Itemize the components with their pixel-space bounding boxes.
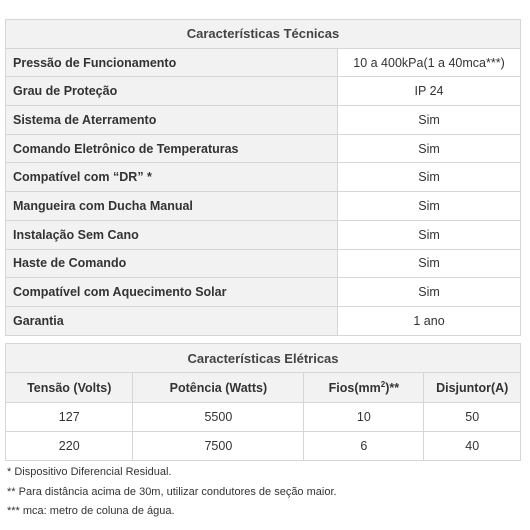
table-row (6, 432, 521, 461)
spec-value: 10 a 400kPa(1 a 40mca***) (338, 48, 521, 77)
spec-value: Sim (338, 134, 521, 163)
table-row (6, 48, 521, 77)
wires-cell: 10 (304, 403, 424, 432)
voltage-cell: 127 (6, 403, 133, 432)
electrical-specs-title: Características Elétricas (6, 344, 521, 373)
breaker-cell: 50 (424, 403, 521, 432)
spec-label: Sistema de Aterramento (6, 106, 338, 135)
table-row (6, 403, 521, 432)
spec-label: Garantia (6, 306, 338, 335)
wires-cell: 6 (304, 432, 424, 461)
spec-label: Comando Eletrônico de Temperaturas (6, 134, 338, 163)
table-row (6, 106, 521, 135)
wires-header-suffix: )** (385, 381, 400, 396)
spec-value: Sim (338, 249, 521, 278)
table-row (6, 134, 521, 163)
table-row (6, 220, 521, 249)
electrical-specs-table (5, 343, 521, 461)
table-row (6, 278, 521, 307)
table-row (6, 249, 521, 278)
breaker-cell: 40 (424, 432, 521, 461)
technical-specs-table (5, 19, 521, 336)
spec-value: IP 24 (338, 77, 521, 106)
spec-label: Compatível com Aquecimento Solar (6, 278, 338, 307)
power-header: Potência (Watts) (133, 373, 304, 403)
voltage-cell: 220 (6, 432, 133, 461)
spec-label: Instalação Sem Cano (6, 220, 338, 249)
voltage-header: Tensão (Volts) (6, 373, 133, 403)
breaker-header: Disjuntor(A) (424, 373, 521, 403)
table-row (6, 192, 521, 221)
footnote: ** Para distância acima de 30m, utilizar condutores de seção maior. (7, 485, 337, 498)
wires-header-superscript: 2 (380, 379, 386, 389)
wires-header (304, 373, 424, 403)
power-cell: 5500 (133, 403, 304, 432)
table-row (6, 77, 521, 106)
footnote: * Dispositivo Diferencial Residual. (7, 466, 172, 478)
spec-value: Sim (338, 106, 521, 135)
power-cell: 7500 (133, 432, 304, 461)
spec-label: Haste de Comando (6, 249, 338, 278)
footnote: *** mca: metro de coluna de água. (7, 505, 175, 517)
table-row (6, 306, 521, 335)
technical-specs-title: Características Técnicas (6, 20, 521, 49)
footnotes (7, 463, 337, 522)
spec-label: Compatível com “DR” * (6, 163, 338, 192)
spec-value: Sim (338, 163, 521, 192)
spec-value: Sim (338, 220, 521, 249)
spec-value: Sim (338, 192, 521, 221)
spec-value: Sim (338, 278, 521, 307)
spec-label: Mangueira com Ducha Manual (6, 192, 338, 221)
spec-value: 1 ano (338, 306, 521, 335)
spec-label: Grau de Proteção (6, 77, 338, 106)
header-row (6, 373, 521, 403)
spec-label: Pressão de Funcionamento (6, 48, 338, 77)
wires-header-prefix: Fios(mm (328, 381, 381, 396)
table-row (6, 163, 521, 192)
